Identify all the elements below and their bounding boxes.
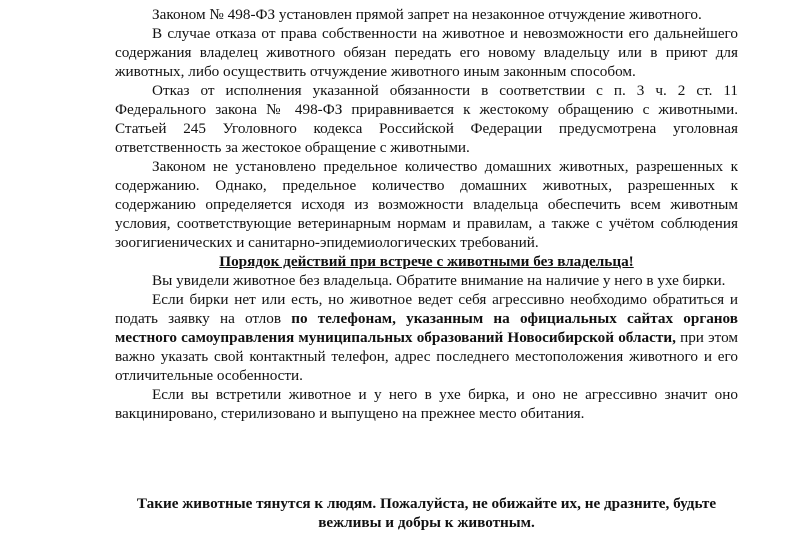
paragraph-cruelty-liability: Отказ от исполнения указанной обязанности в соответствии с п. 3 ч. 2 ст. 11 Федерального закона № 498-ФЗ приравнивается к жестокому обращению с животными. Статьей 245 Уголовного кодекса Российской Федерации предусмотрена уголовная ответственность за жестокое обращение с животными.	[115, 82, 738, 156]
phone-instructions-bold: по телефонам, указанным на официальных сайтах органов местного самоуправления муниципальных образований Новосибирской области,	[115, 310, 738, 346]
paragraph-step-request-end: при этом важно указать свой контактный телефон, адрес последнего местоположения животного и его отличительные особенности.	[115, 329, 738, 384]
paragraph-refusal-ownership: В случае отказа от права собственности на животное и невозможности его дальнейшего содержания владелец животного обязан передать его новому владельцу или в приют для животных, либо осуществить отчуждение животного иным законным способом.	[115, 25, 738, 80]
paragraph-step-request-capture	[115, 290, 738, 385]
paragraph-animal-limit: Законом не установлено предельное количество домашних животных, разрешенных к содержанию. Однако, предельное количество домашних животных, разрешенных к содержанию определяется исходя из возможности владельца обеспечить всем животным условия, соответствующие ветеринарным нормам и правилам, а также с учётом соблюдения зоогигиенических и санитарно-эпидемиологических требований.	[115, 158, 738, 251]
footer-appeal: Такие животные тянутся к людям. Пожалуйста, не обижайте их, не дразните, будьте вежливы и добры к животным.	[136, 495, 717, 531]
document-body	[115, 5, 738, 423]
paragraph-step-request-start: Если бирки нет или есть, но животное ведет себя агрессивно необходимо обратиться и подать заявку на отлов	[115, 291, 738, 327]
paragraph-step-tag-check: Вы увидели животное без владельца. Обратите внимание на наличие у него в ухе бирки.	[152, 272, 726, 289]
section-heading: Порядок действий при встрече с животными без владельца!	[219, 253, 634, 270]
paragraph-step-tagged-animal: Если вы встретили животное и у него в ухе бирка, и оно не агрессивно значит оно вакцинировано, стерилизовано и выпущено на прежнее место обитания.	[115, 386, 738, 422]
paragraph-ban: Законом № 498-ФЗ установлен прямой запрет на незаконное отчуждение животного.	[152, 6, 702, 23]
